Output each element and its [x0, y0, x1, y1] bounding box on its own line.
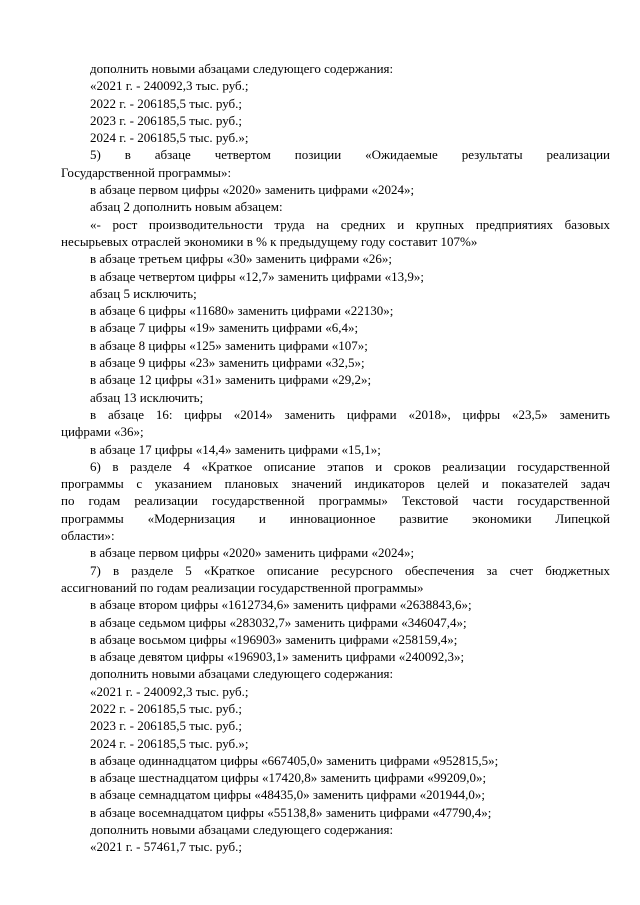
- text-line: 5) в абзаце четвертом позиции «Ожидаемые результаты реализации: [90, 147, 610, 163]
- text-line: в абзаце 8 цифры «125» заменить цифрами «107»;: [90, 337, 368, 353]
- text-line: в абзаце 17 цифры «14,4» заменить цифрами «15,1»;: [90, 441, 381, 457]
- text-line: 7) в разделе 5 «Краткое описание ресурсного обеспечения за счет бюджетных: [90, 562, 610, 578]
- text-line: области»:: [61, 528, 115, 544]
- text-line: по годам реализации государственной программы» Текстовой части государственной: [61, 493, 610, 509]
- text-line: в абзаце восьмом цифры «196903» заменить цифрами «258159,4»;: [90, 631, 458, 647]
- text-line: в абзаце втором цифры «1612734,6» заменить цифрами «2638843,6»;: [90, 597, 472, 613]
- text-line: в абзаце третьем цифры «30» заменить цифрами «26»;: [90, 251, 393, 267]
- text-line: в абзаце 7 цифры «19» заменить цифрами «6,4»;: [90, 320, 359, 336]
- text-line: абзац 13 исключить;: [90, 389, 204, 405]
- text-line: 2024 г. - 206185,5 тыс. руб.»;: [90, 130, 249, 146]
- text-line: 2022 г. - 206185,5 тыс. руб.;: [90, 700, 243, 716]
- text-line: в абзаце шестнадцатом цифры «17420,8» заменить цифрами «99209,0»;: [90, 770, 487, 786]
- text-line: в абзаце первом цифры «2020» заменить цифрами «2024»;: [90, 182, 415, 198]
- text-line: абзац 5 исключить;: [90, 285, 197, 301]
- text-line: несырьевых отраслей экономики в % к предыдущему году составит 107%»: [61, 233, 478, 249]
- text-line: в абзаце седьмом цифры «283032,7» заменить цифрами «346047,4»;: [90, 614, 467, 630]
- text-line: «2021 г. - 240092,3 тыс. руб.;: [90, 683, 249, 699]
- text-line: 2022 г. - 206185,5 тыс. руб.;: [90, 95, 243, 111]
- text-line: в абзаце 12 цифры «31» заменить цифрами «29,2»;: [90, 372, 372, 388]
- text-line: программы «Модернизация и инновационное развитие экономики Липецкой: [61, 510, 610, 526]
- text-line: «- рост производительности труда на средних и крупных предприятиях базовых: [90, 216, 610, 232]
- text-line: цифрами «36»;: [61, 424, 144, 440]
- text-line: Государственной программы»:: [61, 164, 232, 180]
- text-line: в абзаце первом цифры «2020» заменить цифрами «2024»;: [90, 545, 415, 561]
- text-line: дополнить новыми абзацами следующего содержания:: [90, 822, 394, 838]
- text-line: в абзаце семнадцатом цифры «48435,0» заменить цифрами «201944,0»;: [90, 787, 485, 803]
- text-line: ассигнований по годам реализации государственной программы»: [61, 579, 424, 595]
- text-line: дополнить новыми абзацами следующего содержания:: [90, 61, 394, 76]
- text-line: 2023 г. - 206185,5 тыс. руб.;: [90, 718, 243, 734]
- text-line: в абзаце одиннадцатом цифры «667405,0» заменить цифрами «952815,5»;: [90, 752, 499, 768]
- text-line: «2021 г. - 57461,7 тыс. руб.;: [90, 839, 243, 855]
- text-line: абзац 2 дополнить новым абзацем:: [90, 199, 283, 215]
- text-line: в абзаце 16: цифры «2014» заменить цифрами «2018», цифры «23,5» заменить: [90, 406, 610, 422]
- text-line: в абзаце девятом цифры «196903,1» заменить цифрами «240092,3»;: [90, 649, 465, 665]
- text-line: дополнить новыми абзацами следующего содержания:: [90, 666, 394, 682]
- text-line: программы с указанием плановых значений индикаторов целей и показателей задач: [61, 476, 610, 492]
- text-line: 2023 г. - 206185,5 тыс. руб.;: [90, 112, 243, 128]
- text-line: в абзаце восемнадцатом цифры «55138,8» заменить цифрами «47790,4»;: [90, 804, 492, 820]
- text-line: «2021 г. - 240092,3 тыс. руб.;: [90, 78, 249, 94]
- text-line: 6) в разделе 4 «Краткое описание этапов и сроков реализации государственной: [90, 458, 610, 474]
- text-line: в абзаце 6 цифры «11680» заменить цифрами «22130»;: [90, 303, 394, 319]
- text-line: в абзаце 9 цифры «23» заменить цифрами «32,5»;: [90, 355, 365, 371]
- text-line: в абзаце четвертом цифры «12,7» заменить цифрами «13,9»;: [90, 268, 424, 284]
- text-line: 2024 г. - 206185,5 тыс. руб.»;: [90, 735, 249, 751]
